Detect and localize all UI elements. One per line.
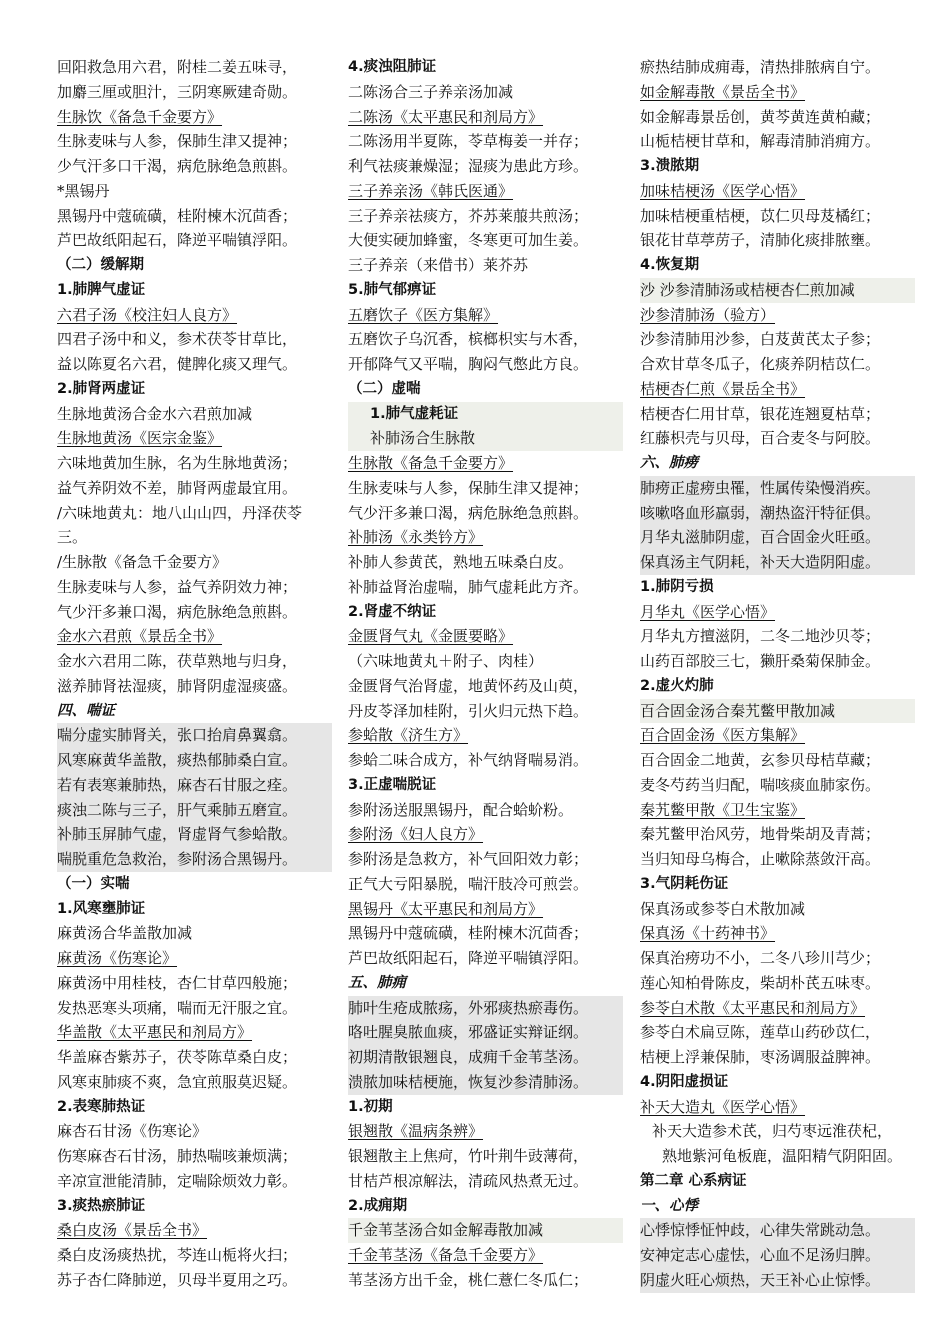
subsection-heading: 2.虚火灼肺	[640, 677, 714, 694]
highlighted-verse-line: 肺叶生疮成脓疡，外邪痰热瘀毒伤。	[348, 996, 623, 1021]
highlighted-verse-line: 肺痨正虚痨虫罹，性属传染慢消疾。	[640, 476, 915, 501]
column-2	[348, 55, 623, 1293]
text-line: 加味桔梗重桔梗，苡仁贝母芨橘红；	[640, 206, 881, 225]
highlighted-verse-line: 喘脱重危急救治，参附汤合黑锡丹。	[57, 847, 332, 872]
highlighted-verse-line: 补肺玉屏肺气虚，肾虚肾气参蛤散。	[57, 822, 332, 847]
formula-title: 补天大造丸《医学心悟》	[640, 1097, 806, 1116]
text-line: 红藤枳壳与贝母，百合麦冬与阿胶。	[640, 429, 881, 448]
text-line: 瘀热结肺成痈毒，清热排脓病自宁。	[640, 58, 881, 76]
text-line: 气少汗多兼口渴，病危脉绝急煎斟。	[57, 602, 298, 621]
formula-title: 金匮肾气丸《金匮要略》	[348, 627, 514, 646]
formula-title: 黑锡丹《太平惠民和剂局方》	[348, 899, 544, 918]
formula-title: 六君子汤《校注妇人良方》	[57, 305, 238, 324]
text-line: 益气养阴效不差，肺肾两虚最宜用。	[57, 478, 298, 497]
text-line: 益以陈夏名六君，健脾化痰又理气。	[57, 355, 298, 373]
text-line: 苏子杏仁降肺逆，贝母半夏用之巧。	[57, 1270, 298, 1289]
section-heading: 六、肺痨	[640, 455, 698, 471]
text-line: 辛凉宣泄能清肺，定喘除烦效力彰。	[57, 1171, 298, 1190]
text-line: 利气祛痰兼燥湿；湿痰为患此方珍。	[348, 157, 589, 175]
subsection-heading: 1.肺脾气虚证	[57, 281, 146, 298]
formula-title: 月华丸《医学心悟》	[640, 602, 776, 621]
highlighted-verse-line: 风寒麻黄华盖散，痰热郁肺桑白宣。	[57, 748, 332, 773]
text-line: 伤寒麻杏石甘汤，肺热喘咳兼烦满；	[57, 1147, 298, 1165]
formula-title: 三子养亲汤《韩氏医通》	[348, 181, 514, 200]
text-line: 桔梗杏仁用甘草，银花连翘夏枯草；	[640, 404, 881, 423]
text-line: 当归知母乌梅合，止嗽除蒸敛汗高。	[640, 850, 881, 868]
text-line: 三。	[57, 528, 88, 547]
text-line: 山药百部胶三七，獭肝桑菊保肺金。	[640, 652, 881, 670]
highlighted-verse-line: 溃脓加味桔梗施，恢复沙参清肺汤。	[348, 1070, 623, 1095]
text-line: 生脉麦味与人参，保肺生津又提神；	[57, 132, 298, 151]
subsection-heading: （一）实喘	[57, 875, 130, 892]
section-heading: 五、肺痈	[348, 974, 406, 991]
text-line: 滋养肺肾祛湿痰，肺肾阴虚湿痰盛。	[57, 676, 298, 695]
text-line: 参附汤送服黑锡丹，配合蛤蚧粉。	[348, 800, 574, 819]
subsection-heading: 4.阴阳虚损证	[640, 1073, 729, 1090]
formula-title: 百合固金汤《医方集解》	[640, 726, 806, 745]
subsection-heading: 1.初期	[348, 1098, 393, 1115]
text-line: 加麝三厘或胆汁，三阴寒厥建奇勋。	[57, 82, 298, 101]
text-line: 银翘散主上焦疴，竹叶荆牛豉薄荷，	[348, 1147, 589, 1165]
subsection-heading: 1.肺阴亏损	[640, 578, 714, 595]
formula-title: 生脉地黄汤《医宗金鉴》	[57, 429, 223, 448]
formula-title: 桔梗杏仁煎《景岳全书》	[640, 379, 806, 398]
subsection-heading: 4.痰浊阻肺证	[348, 59, 437, 75]
formula-title: 保真汤《十药神书》	[640, 924, 776, 943]
text-line: 金水六君用二陈，茯草熟地与归身，	[57, 652, 298, 670]
text-line: 正气大亏阳暴脱，喘汗肢冷可煎尝。	[348, 874, 589, 893]
subsection-heading: 2.肾虚不纳证	[348, 603, 437, 620]
text-line: /生脉散《备急千金要方》	[57, 553, 228, 571]
text-line: 秦艽鳖甲治风劳，地骨柴胡及青蒿；	[640, 825, 881, 844]
highlighted-verse-line: 咳嗽咯血形羸弱，潮热盗汗特征俱。	[640, 501, 915, 526]
subsection-heading: （二）缓解期	[57, 257, 144, 273]
text-line: 百合固金二地黄，玄参贝母桔草藏；	[640, 751, 881, 769]
text-line: 苇茎汤方出千金，桃仁薏仁冬瓜仁；	[348, 1270, 589, 1289]
subsection-heading: 5.肺气郁痹证	[348, 281, 437, 298]
highlighted-verse-line: 千金苇茎汤合如金解毒散加减	[348, 1218, 623, 1243]
subsection-heading: 2.肺肾两虚证	[57, 380, 146, 397]
text-line: /六味地黄丸：地八山山四，丹泽茯苓	[57, 503, 303, 522]
section-heading: 四、喘证	[57, 702, 115, 719]
highlighted-verse-line: 阴虚火旺心烦热，天王补心止惊悸。	[640, 1268, 915, 1293]
subsection-heading: 2.成痈期	[348, 1197, 408, 1214]
text-line: 麦冬芍药当归配，喘咳痰血肺家伤。	[640, 775, 881, 794]
text-line: 芦巴故纸阳起石，降逆平喘镇浮阳。	[348, 949, 589, 967]
text-line: 五磨饮子乌沉香，槟榔枳实与木香，	[348, 330, 589, 349]
text-line: 麻黄汤合华盖散加减	[57, 924, 193, 943]
highlighted-verse-line: 喘分虚实肺肾关，张口抬肩鼻翼翕。	[57, 723, 332, 748]
text-line: 生脉地黄汤合金水六君煎加减	[57, 404, 253, 423]
text-line: *黑锡丹	[57, 181, 110, 200]
text-line: 参苓白术扁豆陈，莲草山药砂苡仁，	[640, 1023, 881, 1042]
text-line: 沙参清肺用沙参，白芨黄芪太子参；	[640, 330, 881, 349]
subsection-heading: 2.表寒肺热证	[57, 1098, 146, 1115]
highlighted-verse-line: 心悸惊悸怔忡歧，心律失常跳动急。	[640, 1218, 915, 1243]
text-line: 麻黄汤中用桂枝，杏仁甘草四般施；	[57, 973, 298, 992]
subsection-heading: 4.恢复期	[640, 257, 700, 273]
text-line: 保真治痨功不小，二冬八珍川芎少；	[640, 949, 881, 967]
text-line: 桔梗上浮兼保肺，枣汤调服益脾神。	[640, 1048, 881, 1066]
text-line: 参附汤是急救方，补气回阳效力彰；	[348, 850, 589, 868]
formula-title: 沙参清肺汤（验方）	[640, 305, 776, 324]
text-line: 四君子汤中和义，参术茯苓甘草比，	[57, 330, 298, 349]
subsection-heading: 3.溃脓期	[640, 158, 700, 174]
subsection-heading: 1.肺气虚耗证	[348, 402, 623, 427]
formula-title: 参附汤《妇人良方》	[348, 825, 484, 844]
text-line: 山栀桔梗甘草和，解毒清肺消痈方。	[640, 132, 881, 151]
text-line: 莲心知柏骨陈皮，柴胡朴芪五味枣。	[640, 973, 881, 992]
text-line: 如金解毒景岳创，黄芩黄连黄柏藏；	[640, 107, 881, 126]
text-line: 熟地紫河龟板鹿，温阳精气阴阳固。	[662, 1147, 903, 1165]
formula-title: 五磨饮子《医方集解》	[348, 305, 499, 324]
text-line: 黑锡丹中蔻硫磺，桂附楝木沉茴香；	[348, 924, 589, 943]
formula-title: 千金苇茎汤《备急千金要方》	[348, 1246, 544, 1264]
text-line: 华盖麻杏紫苏子，茯苓陈草桑白皮；	[57, 1048, 298, 1066]
text-line: 二陈汤用半夏陈，苓草梅姜一并存；	[348, 132, 589, 151]
formula-title: 金水六君煎《景岳全书》	[57, 627, 223, 646]
text-line: 合欢甘草冬瓜子，化痰养阴桔苡仁。	[640, 355, 881, 373]
highlighted-verse-line: 安神定志心虚怯，心血不足汤归脾。	[640, 1243, 915, 1268]
text-line: 麻杏石甘汤《伤寒论》	[57, 1122, 208, 1141]
subsection-heading: 3.正虚喘脱证	[348, 776, 437, 793]
section-heading: 一、心悸	[640, 1197, 698, 1214]
subsection-heading: 3.痰热瘀肺证	[57, 1197, 146, 1214]
text-line: 六味地黄加生脉，名为生脉地黄汤；	[57, 454, 298, 472]
text-line: 风寒束肺痰不爽，急宜煎服莫迟疑。	[57, 1072, 298, 1091]
text-line: 三子养亲祛痰方，芥苏莱菔共煎汤；	[348, 206, 589, 225]
formula-title: 秦艽鳖甲散《卫生宝鉴》	[640, 800, 806, 819]
highlighted-verse-line: 痰浊二陈与三子，肝气乘肺五磨宣。	[57, 798, 332, 823]
text-line: 桑白皮汤痰热扰，芩连山栀将火扫；	[57, 1246, 298, 1264]
text-line: 甘桔芦根凉解法，清疏风热煮无过。	[348, 1171, 589, 1190]
text-line: 补肺益肾治虚喘，肺气虚耗此方齐。	[348, 577, 589, 596]
text-line: 月华丸方擅滋阴，二冬二地沙贝苓；	[640, 627, 881, 646]
subsection-heading: 3.气阴耗伤证	[640, 875, 729, 892]
formula-title: 华盖散《太平惠民和剂局方》	[57, 1023, 253, 1042]
formula-title: 参苓白术散《太平惠民和剂局方》	[640, 998, 866, 1017]
highlighted-verse-line: 若有表寒兼肺热，麻杏石甘服之痊。	[57, 773, 332, 798]
text-line: 丹皮苓泽加桂附，引火归元热下趋。	[348, 701, 589, 720]
text-line: 金匮肾气治肾虚，地黄怀药及山萸，	[348, 676, 589, 695]
text-line: 发热恶寒头项痛，喘而无汗服之宜。	[57, 998, 298, 1017]
subsection-heading: （二）虚喘	[348, 380, 421, 397]
subsection-heading: 第二章 心系病证	[640, 1172, 747, 1189]
highlighted-verse-line: 沙 沙参清肺汤或桔梗杏仁煎加减	[640, 278, 915, 303]
text-line: 保真汤或参苓白术散加减	[640, 899, 806, 918]
text-line: 芦巴故纸阳起石，降逆平喘镇浮阳。	[57, 231, 298, 250]
formula-title: 参蛤散《济生方》	[348, 726, 469, 745]
highlighted-verse-line: 月华丸滋肺阴虚，百合固金火旺亟。	[640, 525, 915, 550]
text-line: 回阳救急用六君，附桂二姜五味寻，	[57, 58, 298, 76]
text-line: 少气汗多口干渴，病危脉绝急煎斟。	[57, 157, 298, 175]
text-line: 银花甘草葶苈子，清肺化痰排脓壅。	[640, 231, 881, 250]
column-1	[57, 55, 332, 1293]
text-line: 生脉麦味与人参，保肺生津又提神；	[348, 478, 589, 497]
text-line: 开郁降气又平喘，胸闷气憋此方良。	[348, 355, 589, 373]
formula-title: 桑白皮汤《景岳全书》	[57, 1221, 208, 1240]
column-3	[640, 55, 915, 1293]
text-line: 参蛤二味合成方，补气纳肾喘易消。	[348, 751, 589, 769]
text-line: （六味地黄丸＋附子、肉桂）	[348, 652, 544, 670]
highlighted-verse-line: 初期清散银翘良，成痈千金苇茎汤。	[348, 1045, 623, 1070]
formula-title: 补肺汤《永类钤方》	[348, 528, 484, 547]
highlighted-verse-line: 咯吐腥臭脓血痰，邪盛证实辩证纲。	[348, 1020, 623, 1045]
formula-title: 如金解毒散《景岳全书》	[640, 82, 806, 101]
highlighted-verse-line: 保真汤主气阴耗，补天大造阴阳虚。	[640, 550, 915, 575]
formula-title: 麻黄汤《伤寒论》	[57, 949, 178, 967]
formula-title: 生脉饮《备急千金要方》	[57, 107, 223, 126]
text-line: 三子养亲（来借书）莱芥苏	[348, 256, 529, 274]
formula-title: 生脉散《备急千金要方》	[348, 454, 514, 472]
highlighted-verse-line: 百合固金汤合秦艽鳖甲散加减	[640, 699, 915, 724]
text-line: 黑锡丹中蔻硫磺，桂附楝木沉茴香；	[57, 206, 298, 225]
formula-title: 银翘散《温病条辨》	[348, 1122, 484, 1141]
text-line: 补天大造参术芪，归芍枣远淮茯杞，	[652, 1122, 893, 1141]
text-line: 生脉麦味与人参，益气养阴效力神；	[57, 577, 298, 596]
text-line: 二陈汤合三子养亲汤加减	[348, 82, 514, 101]
highlighted-verse-line: 补肺汤合生脉散	[348, 426, 623, 451]
formula-title: 二陈汤《太平惠民和剂局方》	[348, 107, 544, 126]
formula-title: 加味桔梗汤《医学心悟》	[640, 181, 806, 200]
text-line: 气少汗多兼口渴，病危脉绝急煎斟。	[348, 503, 589, 522]
text-line: 大便实硬加蜂蜜，冬寒更可加生姜。	[348, 231, 589, 250]
subsection-heading: 1.风寒壅肺证	[57, 900, 146, 917]
text-line: 补肺人参黄芪，熟地五味桑白皮。	[348, 553, 574, 571]
